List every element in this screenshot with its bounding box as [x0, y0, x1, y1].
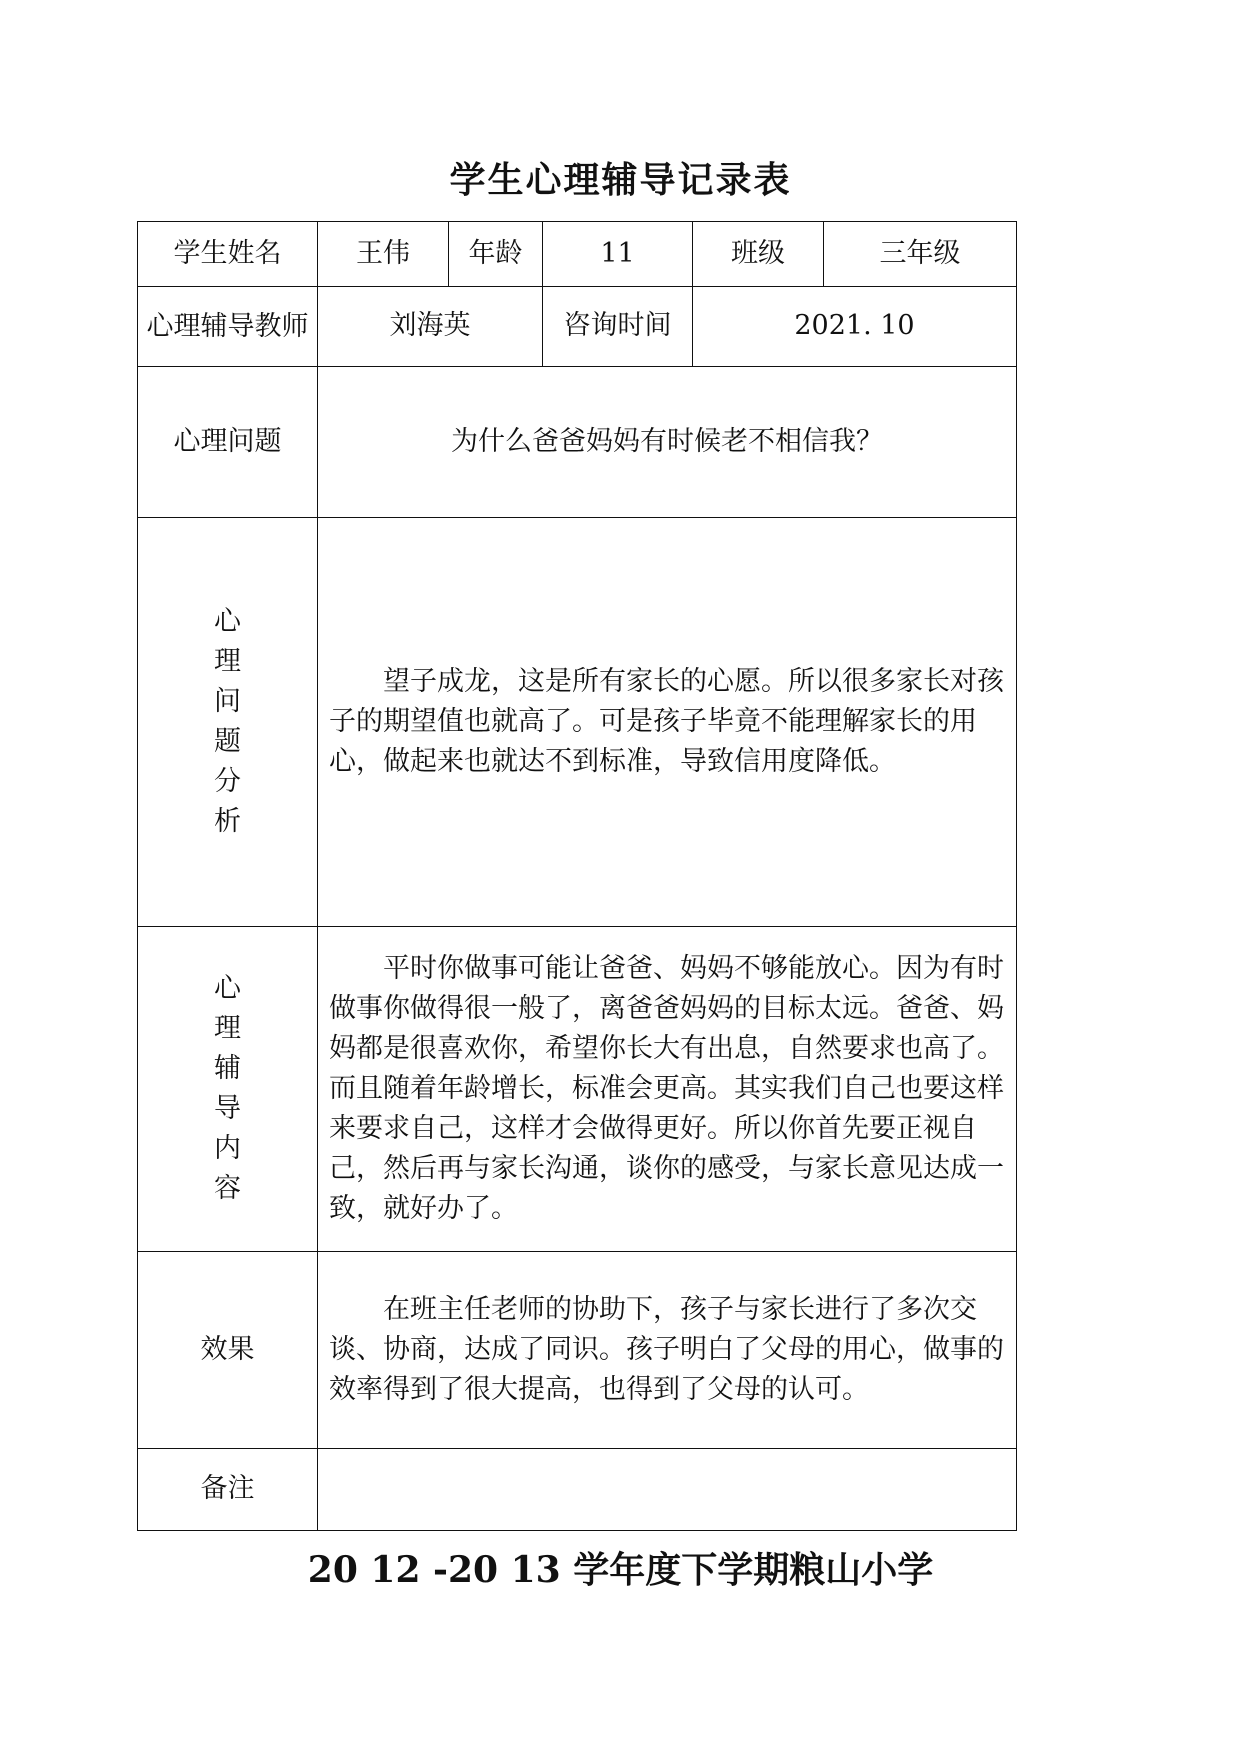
- table-row-analysis: [138, 518, 1017, 926]
- content-label-char: 内: [214, 1132, 241, 1164]
- analysis-label-char: 心: [214, 605, 241, 637]
- student-name-label: 学生姓名: [138, 222, 318, 287]
- table-row-problem: [138, 367, 1017, 518]
- table-row-student-info: [138, 222, 1017, 287]
- analysis-label-char: 题: [214, 725, 241, 757]
- class-label: 班级: [693, 222, 824, 287]
- table-row-content: [138, 926, 1017, 1251]
- analysis-label-char: 析: [214, 805, 241, 837]
- remarks-label: 备注: [138, 1448, 318, 1530]
- content-label-char: 辅: [214, 1052, 241, 1084]
- analysis-label-char: 分: [214, 765, 241, 797]
- age-value: 11: [543, 222, 693, 287]
- age-label: 年龄: [449, 222, 543, 287]
- teacher-value: 刘海英: [318, 287, 543, 367]
- content-label-char: 心: [214, 972, 241, 1004]
- content-text: 平时你做事可能让爸爸、妈妈不够能放心。因为有时做事你做得很一般了，离爸爸妈妈的目标太远。爸爸、妈妈都是很喜欢你，希望你长大有出息，自然要求也高了。而且随着年龄增长，标准会更高。其实我们自己也要这样来要求自己，这样才会做得更好。所以你首先要正视自己，然后再与家长沟通，谈你的感受，与家长意见达成一致，就好办了。: [318, 926, 1017, 1251]
- problem-value: 为什么爸爸妈妈有时候老不相信我？: [318, 367, 1017, 518]
- teacher-label: 心理辅导教师: [138, 287, 318, 367]
- consult-time-label: 咨询时间: [543, 287, 693, 367]
- analysis-text: 望子成龙，这是所有家长的心愿。所以很多家长对孩子的期望值也就高了。可是孩子毕竟不能理解家长的用心，做起来也就达不到标准，导致信用度降低。: [318, 518, 1017, 926]
- class-value: 三年级: [824, 222, 1017, 287]
- student-name-value: 王伟: [318, 222, 449, 287]
- problem-label: 心理问题: [138, 367, 318, 518]
- table-row-remarks: [138, 1448, 1017, 1530]
- remarks-value: [318, 1448, 1017, 1530]
- counseling-record-table: [137, 221, 1017, 1531]
- content-label-char: 容: [214, 1172, 241, 1204]
- effect-label: 效果: [138, 1251, 318, 1448]
- consult-time-value: 2021. 10: [693, 287, 1017, 367]
- analysis-label-char: 理: [214, 645, 241, 677]
- table-row-effect: [138, 1251, 1017, 1448]
- analysis-label: [138, 518, 318, 926]
- content-label-char: 理: [214, 1012, 241, 1044]
- table-row-teacher-info: [138, 287, 1017, 367]
- content-label-char: 导: [214, 1092, 241, 1124]
- document-title: 学生心理辅导记录表: [449, 159, 792, 201]
- school-year-footer: 20 12 -20 13 学年度下学期粮山小学: [307, 1549, 934, 1591]
- analysis-label-char: 问: [214, 685, 241, 717]
- effect-text: 在班主任老师的协助下，孩子与家长进行了多次交谈、协商，达成了同识。孩子明白了父母的用心，做事的效率得到了很大提高，也得到了父母的认可。: [318, 1251, 1017, 1448]
- content-label: [138, 926, 318, 1251]
